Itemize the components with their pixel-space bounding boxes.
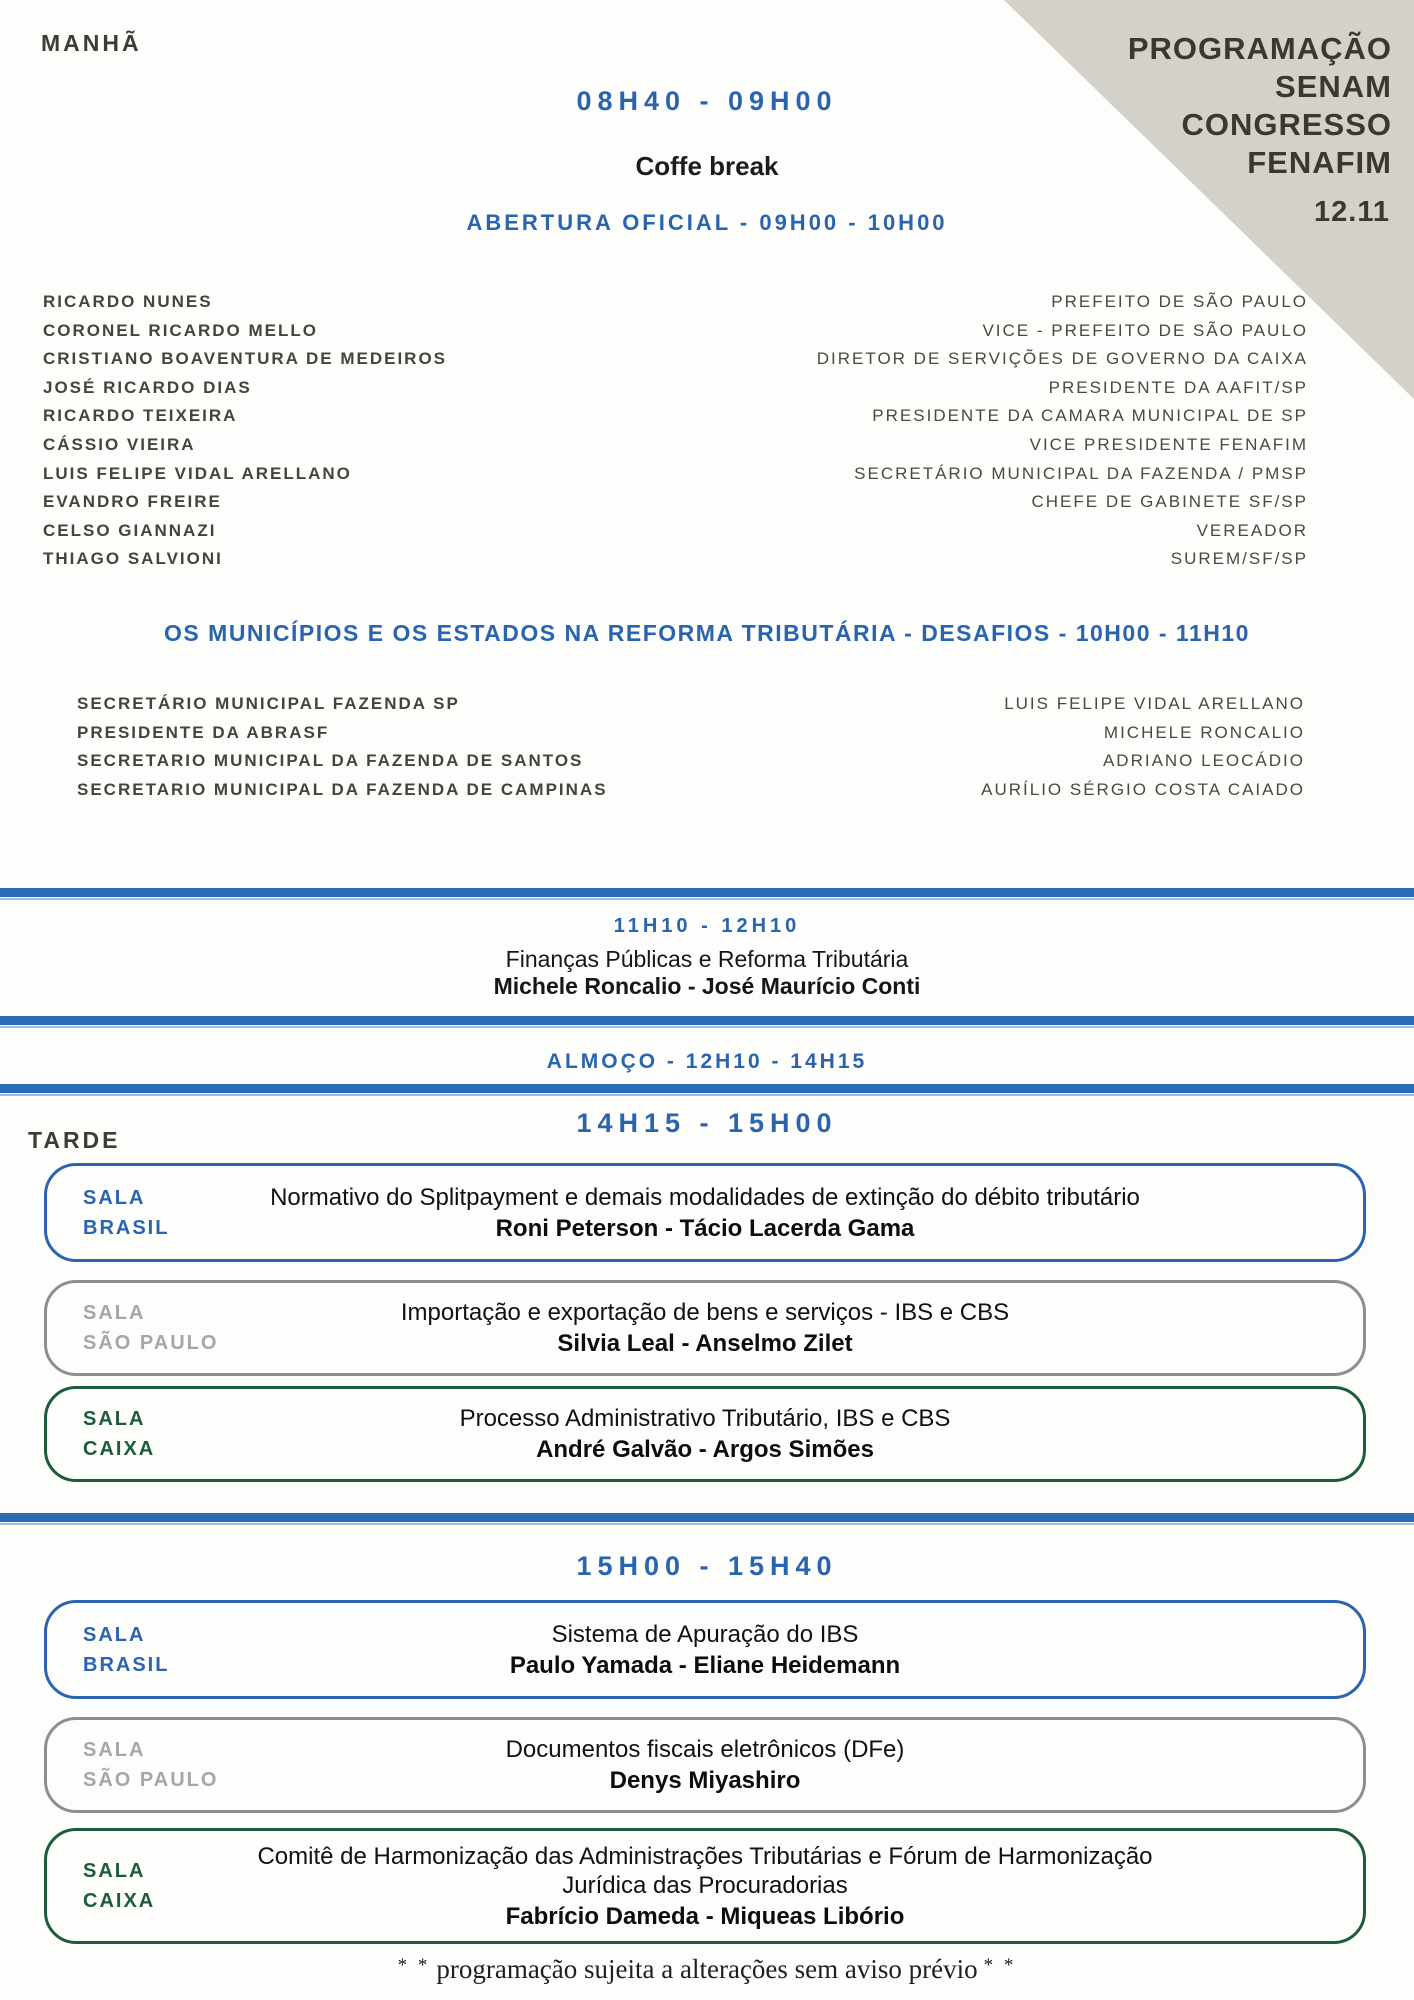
participant-row <box>43 521 1308 550</box>
participant-role: PRESIDENTE DA CAMARA MUNICIPAL DE SP <box>872 406 1308 426</box>
divider-bar-thick <box>0 888 1414 897</box>
session-speakers: Paulo Yamada - Eliane Heidemann <box>509 1651 901 1679</box>
participant-role: DIRETOR DE SERVIÇÕES DE GOVERNO DA CAIXA <box>816 349 1308 369</box>
speaker-position: SECRETÁRIO MUNICIPAL FAZENDA SP <box>77 694 460 713</box>
plenary-title: Finanças Públicas e Reforma Tributária <box>505 946 909 972</box>
session-title: Sistema de Apuração do IBS <box>551 1620 859 1648</box>
divider-bar-thin <box>0 898 1414 900</box>
divider-bar <box>0 888 1414 901</box>
event-title-line: FENAFIM <box>1247 145 1392 180</box>
municipios-heading: OS MUNICÍPIOS E OS ESTADOS NA REFORMA TRIBUTÁRIA - DESAFIOS - 10H00 - 11H10 <box>164 620 1250 646</box>
room-label-line: BRASIL <box>83 1653 170 1676</box>
participant-role: SECRETÁRIO MUNICIPAL DA FAZENDA / PMSP <box>854 463 1308 483</box>
lunch-heading: ALMOÇO - 12H10 - 14H15 <box>546 1050 868 1073</box>
speaker-position: SECRETARIO MUNICIPAL DA FAZENDA DE SANTOS <box>77 751 584 771</box>
session-speakers: Silvia Leal - Anselmo Zilet <box>557 1330 853 1357</box>
participant-name: CORONEL RICARDO MELLO <box>43 320 318 340</box>
divider-bar-thin <box>0 1094 1414 1096</box>
morning-label: MANHÃ <box>41 30 142 56</box>
session-speakers: Roni Peterson - Tácio Lacerda Gama <box>495 1214 915 1242</box>
divider-bar-thick <box>0 1084 1414 1093</box>
participant-role: PRESIDENTE DA AAFIT/SP <box>1048 377 1308 397</box>
slot1-time: 14H15 - 15H00 <box>576 1108 838 1138</box>
coffee-break-title: Coffe break <box>635 151 779 181</box>
session-card-sala-caixa <box>44 1828 1366 1944</box>
participant-name: THIAGO SALVIONI <box>43 549 223 569</box>
divider-bar-thick <box>0 1016 1414 1025</box>
speaker-position: PRESIDENTE DA ABRASF <box>77 722 330 742</box>
speaker-row <box>77 723 1305 752</box>
room-label-line: SÃO PAULO <box>83 1769 219 1791</box>
session-info <box>47 1183 1363 1243</box>
room-label-line: SÃO PAULO <box>83 1332 219 1354</box>
session-title: Importação e exportação de bens e serviços - IBS e CBS <box>400 1299 1010 1326</box>
speaker-row <box>77 694 1305 723</box>
session-card-sala-sao-paulo <box>44 1717 1366 1813</box>
participant-role: VICE PRESIDENTE FENAFIM <box>1029 434 1308 454</box>
plenary-speakers: Michele Roncalio - José Maurício Conti <box>493 973 921 999</box>
session-info <box>47 1842 1363 1931</box>
participant-row <box>43 435 1308 464</box>
participant-row <box>43 492 1308 521</box>
participant-row <box>43 378 1308 407</box>
participant-name: RICARDO NUNES <box>43 292 213 311</box>
session-title: Normativo do Splitpayment e demais modalidades de extinção do débito tributário <box>270 1183 1140 1211</box>
afternoon-label: TARDE <box>28 1127 121 1153</box>
room-label <box>83 1183 169 1243</box>
disclaimer-text: programação sujeita a alterações sem aviso prévio <box>436 1954 978 1984</box>
session-title: Processo Administrativo Tributário, IBS e CBS <box>459 1405 951 1432</box>
session-speakers: André Galvão - Argos Simões <box>536 1436 874 1463</box>
plenary-time: 11H10 - 12H10 <box>613 915 801 937</box>
abertura-participants <box>43 292 1308 578</box>
session-info <box>47 1404 1363 1464</box>
speaker-name: LUIS FELIPE VIDAL ARELLANO <box>1004 694 1305 713</box>
event-date: 12.11 <box>1314 196 1390 228</box>
participant-row <box>43 549 1308 578</box>
participant-row <box>43 321 1308 350</box>
participant-name: CRISTIANO BOAVENTURA DE MEDEIROS <box>43 349 448 369</box>
session-info <box>47 1735 1363 1795</box>
session-card-sala-caixa <box>44 1386 1366 1482</box>
stars-prefix: * * <box>397 1955 431 1976</box>
stars-suffix: * * <box>983 1955 1017 1976</box>
session-speakers: Fabrício Dameda - Miqueas Libório <box>505 1902 905 1930</box>
session-card-sala-brasil <box>44 1163 1366 1262</box>
participant-name: RICARDO TEIXEIRA <box>43 406 238 426</box>
session-card-sala-brasil <box>44 1600 1366 1699</box>
participant-role: CHEFE DE GABINETE SF/SP <box>1031 492 1308 512</box>
participant-name: CELSO GIANNAZI <box>43 520 217 540</box>
divider-bar-thin <box>0 1523 1414 1525</box>
session-title: Documentos fiscais eletrônicos (DFe) <box>505 1736 905 1763</box>
speaker-name: AURÍLIO SÉRGIO COSTA CAIADO <box>981 779 1305 799</box>
session-info <box>47 1620 1363 1680</box>
speaker-position: SECRETARIO MUNICIPAL DA FAZENDA DE CAMPINAS <box>77 779 608 799</box>
session-info <box>47 1298 1363 1358</box>
room-label-line: SALA <box>83 1408 146 1430</box>
room-label <box>83 1856 155 1916</box>
room-label-line: SALA <box>83 1623 146 1646</box>
room-label <box>83 1735 218 1795</box>
room-label <box>83 1620 169 1680</box>
divider-bar <box>0 1513 1414 1526</box>
abertura-heading: ABERTURA OFICIAL - 09H00 - 10H00 <box>466 210 948 235</box>
session-card-sala-sao-paulo <box>44 1280 1366 1376</box>
participant-name: CÁSSIO VIEIRA <box>43 434 196 454</box>
event-title-line: CONGRESSO <box>1181 107 1392 142</box>
room-label-line: SALA <box>83 1186 146 1209</box>
session-speakers: Denys Miyashiro <box>609 1767 801 1794</box>
speaker-row <box>77 780 1305 809</box>
participant-row <box>43 292 1308 321</box>
coffee-break-time: 08H40 - 09H00 <box>576 86 838 116</box>
room-label-line: CAIXA <box>83 1438 156 1460</box>
participant-role: PREFEITO DE SÃO PAULO <box>1051 292 1308 311</box>
room-label-line: SALA <box>83 1302 146 1324</box>
room-label-line: SALA <box>83 1739 146 1761</box>
room-label-line: BRASIL <box>83 1216 170 1239</box>
participant-role: VICE - PREFEITO DE SÃO PAULO <box>982 320 1308 340</box>
participant-role: VEREADOR <box>1196 520 1308 540</box>
divider-bar-thin <box>0 1026 1414 1028</box>
participant-name: LUIS FELIPE VIDAL ARELLANO <box>43 463 352 483</box>
participant-row <box>43 349 1308 378</box>
event-title-line: SENAM <box>1275 69 1392 104</box>
room-label <box>83 1404 155 1464</box>
disclaimer-note <box>0 1954 1414 1985</box>
room-label-line: SALA <box>83 1860 146 1882</box>
event-title-line: PROGRAMAÇÃO <box>1127 31 1392 66</box>
session-title: Comitê de Harmonização das Administrações Tributárias e Fórum de Harmonização Jurídica das Procuradorias <box>257 1842 1153 1899</box>
divider-bar <box>0 1084 1414 1097</box>
participant-role: SUREM/SF/SP <box>1170 549 1308 569</box>
speaker-name: MICHELE RONCALIO <box>1103 722 1305 742</box>
speaker-row <box>77 751 1305 780</box>
participant-name: EVANDRO FREIRE <box>43 492 222 512</box>
participant-row <box>43 406 1308 435</box>
divider-bar-thick <box>0 1513 1414 1522</box>
slot2-time: 15H00 - 15H40 <box>576 1551 838 1581</box>
participant-row <box>43 464 1308 493</box>
speaker-name: ADRIANO LEOCÁDIO <box>1102 751 1305 771</box>
room-label-line: CAIXA <box>83 1890 156 1912</box>
municipios-speakers <box>77 694 1305 808</box>
room-label <box>83 1298 218 1358</box>
participant-name: JOSÉ RICARDO DIAS <box>43 377 252 397</box>
divider-bar <box>0 1016 1414 1029</box>
